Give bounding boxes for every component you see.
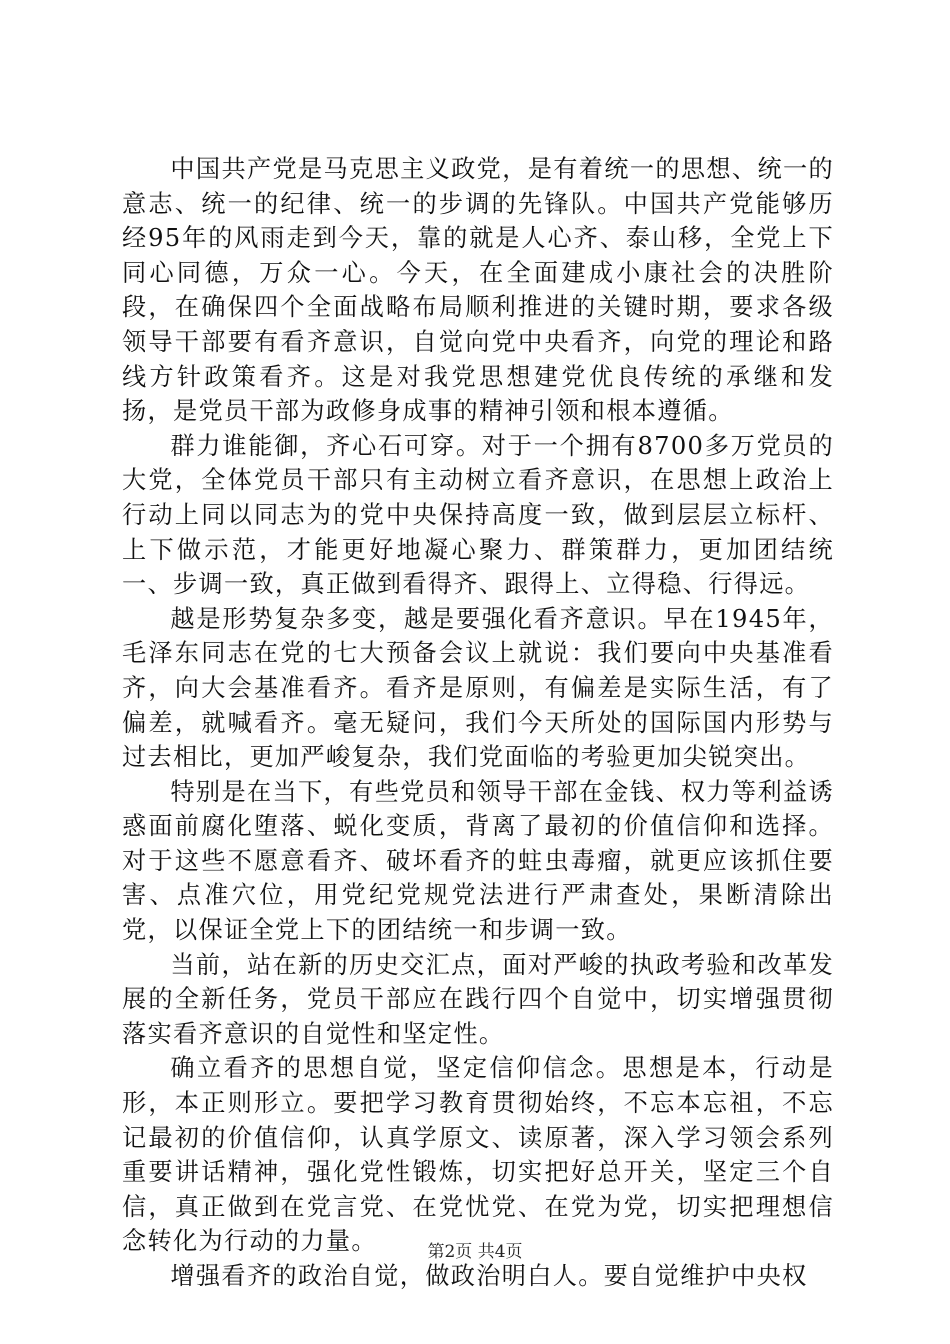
paragraph: 当前，站在新的历史交汇点，面对严峻的执政考验和改革发展的全新任务，党员干部应在践行四个自觉中，切实增强贯彻落实看齐意识的自觉性和坚定性。 (122, 950, 834, 1048)
document-body (122, 152, 834, 1294)
paragraph: 群力谁能御，齐心石可穿。对于一个拥有8700多万党员的大党，全体党员干部只有主动树立看齐意识，在思想上政治上行动上同以同志为的党中央保持高度一致，做到层层立标杆、上下做示范，才能更好地凝心聚力、群策群力，更加团结统一、步调一致，真正做到看得齐、跟得上、立得稳、行得远。 (122, 431, 834, 599)
paragraph: 特别是在当下，有些党员和领导干部在金钱、权力等利益诱惑面前腐化堕落、蜕化变质，背离了最初的价值信仰和选择。对于这些不愿意看齐、破坏看齐的蛀虫毒瘤，就更应该抓住要害、点准穴位，用党纪党规党法进行严肃查处，果断清除出党，以保证全党上下的团结统一和步调一致。 (122, 777, 834, 945)
page-number-footer: 第2页 共4页 (427, 1242, 523, 1262)
paragraph: 确立看齐的思想自觉，坚定信仰信念。思想是本，行动是形，本正则形立。要把学习教育贯彻始终，不忘本忘祖，不忘记最初的价值信仰，认真学原文、读原著，深入学习领会系列重要讲话精神，强化党性锻炼，切实把好总开关，坚定三个自信，真正做到在党言党、在党忧党、在党为党，切实把理想信念转化为行动的力量。 (122, 1054, 834, 1256)
paragraph: 增强看齐的政治自觉，做政治明白人。要自觉维护中央权 (170, 1262, 808, 1290)
paragraph: 越是形势复杂多变，越是要强化看齐意识。早在1945年，毛泽东同志在党的七大预备会议上就说：我们要向中央基准看齐，向大会基准看齐。看齐是原则，有偏差是实际生活，有了偏差，就喊看齐。毫无疑问，我们今天所处的国际国内形势与过去相比，更加严峻复杂，我们党面临的考验更加尖锐突出。 (122, 604, 834, 772)
paragraph: 中国共产党是马克思主义政党，是有着统一的思想、统一的意志、统一的纪律、统一的步调的先锋队。中国共产党能够历经95年的风雨走到今天，靠的就是人心齐、泰山移，全党上下同心同德，万众一心。今天，在全面建成小康社会的决胜阶段，在确保四个全面战略布局顺利推进的关键时期，要求各级领导干部要有看齐意识，自觉向党中央看齐，向党的理论和路线方针政策看齐。这是对我党思想建党优良传统的承继和发扬，是党员干部为政修身成事的精神引领和根本遵循。 (122, 155, 834, 426)
